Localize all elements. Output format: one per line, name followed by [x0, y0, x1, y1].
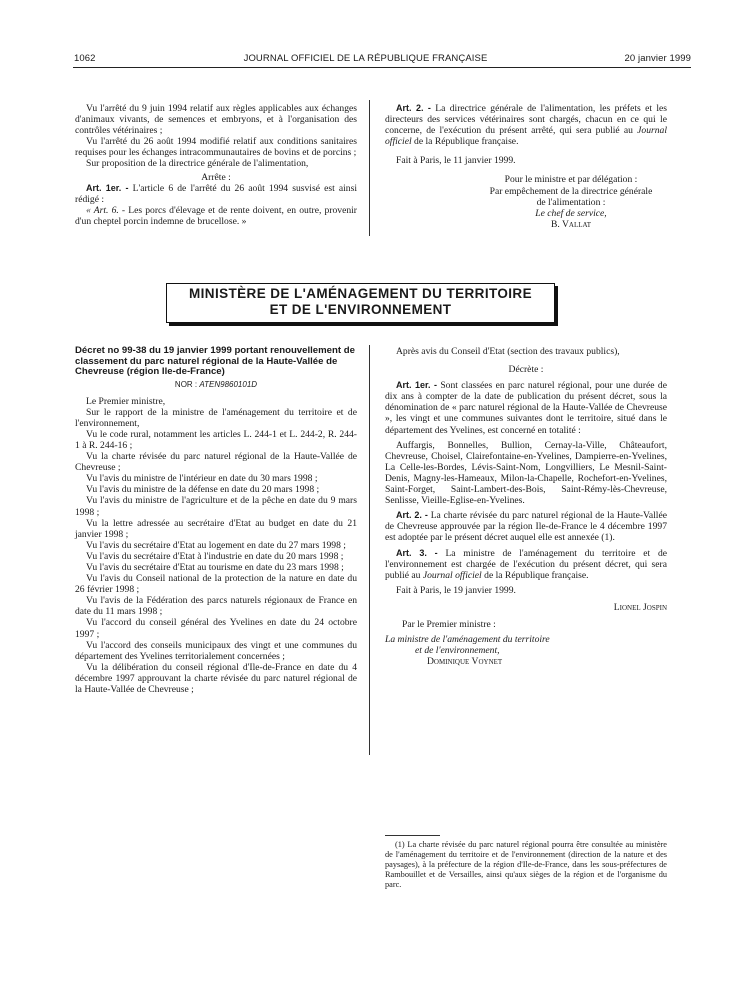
fait-line: Fait à Paris, le 19 janvier 1999. — [396, 584, 516, 596]
signature-title: et de l'environnement, — [415, 645, 500, 657]
column-divider — [369, 345, 370, 755]
decrete-heading: Décrète : — [508, 364, 544, 376]
signatory-name: Dominique Voynet — [427, 656, 503, 668]
ministry-heading-box — [166, 283, 555, 323]
paragraph: Vu la lettre adressée au secrétaire d'Etat au budget en date du 21 janvier 1998 ; — [75, 517, 357, 540]
decree-title: Décret no 99-38 du 19 janvier 1999 portant renouvellement de classement du parc naturel régional de la Haute-Vallée de Chevreuse (région Ile-de-France) — [75, 345, 355, 377]
article-3: Art. 3. - La ministre de l'aménagement du territoire et de l'environnement est chargée de l'exécution du présent décret, qui sera publié au Journal officiel de la République française. — [385, 547, 668, 581]
paragraph: Vu l'arrêté du 9 juin 1994 relatif aux règles applicables aux échanges d'animaux vivants, de semences et embryons, et à l'organisation des contrôles vétérinaires ; — [75, 103, 357, 137]
communes-list: Auffargis, Bonnelles, Bullion, Cernay-la-Ville, Châteaufort, Chevreuse, Choisel, Clairefontaine-en-Yvelines, Dampierre-en-Yvelines, La Celle-les-Bordes, Lévis-Saint-Nom, Longvilliers, Le Mesnil-Saint-Denis, Magny-les-Hameaux, Milon-la-Chapelle, Rochefort-en-Yvelines, Saint-Forget, Saint-Lambert-des-Bois, Saint-Rémy-lès-Chevreuse, Senlisse, Vieille-Eglise-en-Yvelines. — [385, 439, 667, 507]
article-2: Art. 2. - La charte révisée du parc naturel régional de la Haute-Vallée de Chevreuse approuvée par la région Ile-de-France le 4 décembre 1997 est adoptée par le présent décret auquel elle est annexée (1). — [385, 510, 667, 544]
quoted-article: « Art. 6. - Les porcs d'élevage et de rente doivent, en outre, provenir d'un cheptel porcin indemne de brucellose. » — [75, 204, 358, 227]
paragraph: Vu l'accord des conseils municipaux des vingt et une communes du département des Yvelines territorialement concernées ; — [75, 639, 357, 662]
signatory-name: Lionel Jospin — [613, 601, 667, 613]
top-left-column — [75, 103, 357, 227]
signatory-name: B. Vallat — [550, 218, 592, 230]
signature-line: Par empêchement de la directrice générale — [489, 185, 653, 197]
signature-line: Pour le ministre et par délégation : — [504, 174, 638, 186]
paragraph: Vu l'avis du Conseil national de la protection de la nature en date du 26 février 1998 ; — [75, 573, 357, 596]
header-rule — [73, 67, 691, 68]
paragraph: Vu l'avis du secrétaire d'Etat au tourisme en date du 23 mars 1998 ; — [86, 562, 344, 573]
paragraph: Vu l'arrêté du 26 août 1994 modifié relatif aux conditions sanitaires requises pour les échanges intracommunautaires de bovins et de porcins ; — [75, 136, 357, 159]
paragraph: Sur proposition de la directrice générale de l'alimentation, — [86, 158, 309, 170]
footnote-text: (1) La charte révisée du parc naturel régional pourra être consultée au ministère de l'aménagement du territoire et de l'environnement (direction de la nature et des paysages), à la préfecture de la région d'Ile-de-France, dans les sous-préfectures de Rambouillet et de Versailles, ainsi qu'aux sièges de la région et de l'organisme du parc. — [385, 840, 667, 889]
paragraph: Vu l'avis de la Fédération des parcs naturels régionaux de France en date du 11 mars 1998 ; — [75, 595, 357, 618]
decree-right-column — [385, 346, 667, 667]
paragraph: Vu l'accord du conseil général des Yvelines en date du 24 octobre 1997 ; — [75, 617, 357, 640]
ministry-line-2: ET DE L'ENVIRONNEMENT — [269, 302, 452, 317]
signature-title: La ministre de l'aménagement du territoire — [385, 634, 550, 646]
ministry-line-1: MINISTÈRE DE L'AMÉNAGEMENT DU TERRITOIRE — [189, 286, 532, 301]
fait-line: Fait à Paris, le 11 janvier 1999. — [396, 155, 516, 167]
paragraph: Vu la délibération du conseil régional d'Ile-de-France en date du 4 décembre 1997 approuvant la charte révisée du parc naturel régional de la Haute-Vallée de Chevreuse ; — [75, 661, 357, 696]
footnote-rule — [385, 835, 440, 836]
paragraph: Vu l'avis du ministre de l'agriculture et de la pêche en date du 9 mars 1998 ; — [75, 495, 357, 518]
paragraph: Après avis du Conseil d'Etat (section des travaux publics), — [396, 346, 620, 357]
journal-title: JOURNAL OFFICIEL DE LA RÉPUBLIQUE FRANÇAISE — [243, 53, 488, 64]
arrete-heading: Arrête : — [201, 171, 231, 183]
decree-left-column — [75, 346, 357, 695]
paragraph: Le Premier ministre, — [86, 395, 166, 407]
paragraph: Vu l'avis du ministre de l'intérieur en date du 30 mars 1998 ; — [86, 473, 318, 485]
article-label: Art. 1er. - — [86, 182, 129, 193]
paragraph: Vu la charte révisée du parc naturel régional de la Haute-Vallée de Chevreuse ; — [75, 451, 357, 474]
article-1: Art. 1er. - L'article 6 de l'arrêté du 26 août 1994 susvisé est ainsi rédigé : — [75, 182, 357, 205]
paragraph: Sur le rapport de la ministre de l'aménagement du territoire et de l'environnement, — [75, 406, 357, 429]
article-1: Art. 1er. - Sont classées en parc naturel régional, pour une durée de dix ans à compter de la date de publication du présent décret, sous la dénomination de « parc naturel régional de la Haute-Vallée de Chevreuse », les vingt et une communes suivantes dont le territoire, situé dans le département des Yvelines, est concerné en totalité : — [385, 380, 667, 436]
paragraph: Vu le code rural, notamment les articles L. 244-1 et L. 244-2, R. 244-1 à R. 244-16 ; — [75, 428, 357, 451]
article-2: Art. 2. - La directrice générale de l'alimentation, les préfets et les directeurs des services vétérinaires sont chargés, chacun en ce qui le concerne, de l'exécution du présent arrêté, qui sera publié au Journal officiel de la République française. — [385, 103, 667, 148]
footnote — [385, 840, 667, 890]
paragraph: Vu l'avis du secrétaire d'Etat à l'industrie en date du 20 mars 1998 ; — [86, 550, 344, 562]
top-right-column — [385, 103, 667, 230]
paragraph: Vu l'avis du ministre de la défense en date du 20 mars 1998 ; — [86, 484, 320, 496]
nor-reference: NOR : ATEN9860101D — [174, 379, 258, 389]
page-number: 1062 — [74, 53, 96, 64]
paragraph: Vu l'avis du secrétaire d'Etat au logement en date du 27 mars 1998 ; — [86, 539, 346, 551]
column-divider — [369, 100, 370, 236]
issue-date: 20 janvier 1999 — [624, 53, 691, 64]
signature-line: Par le Premier ministre : — [402, 618, 496, 630]
signature-title: Le chef de service, — [535, 207, 607, 219]
signature-line: de l'alimentation : — [536, 196, 606, 208]
